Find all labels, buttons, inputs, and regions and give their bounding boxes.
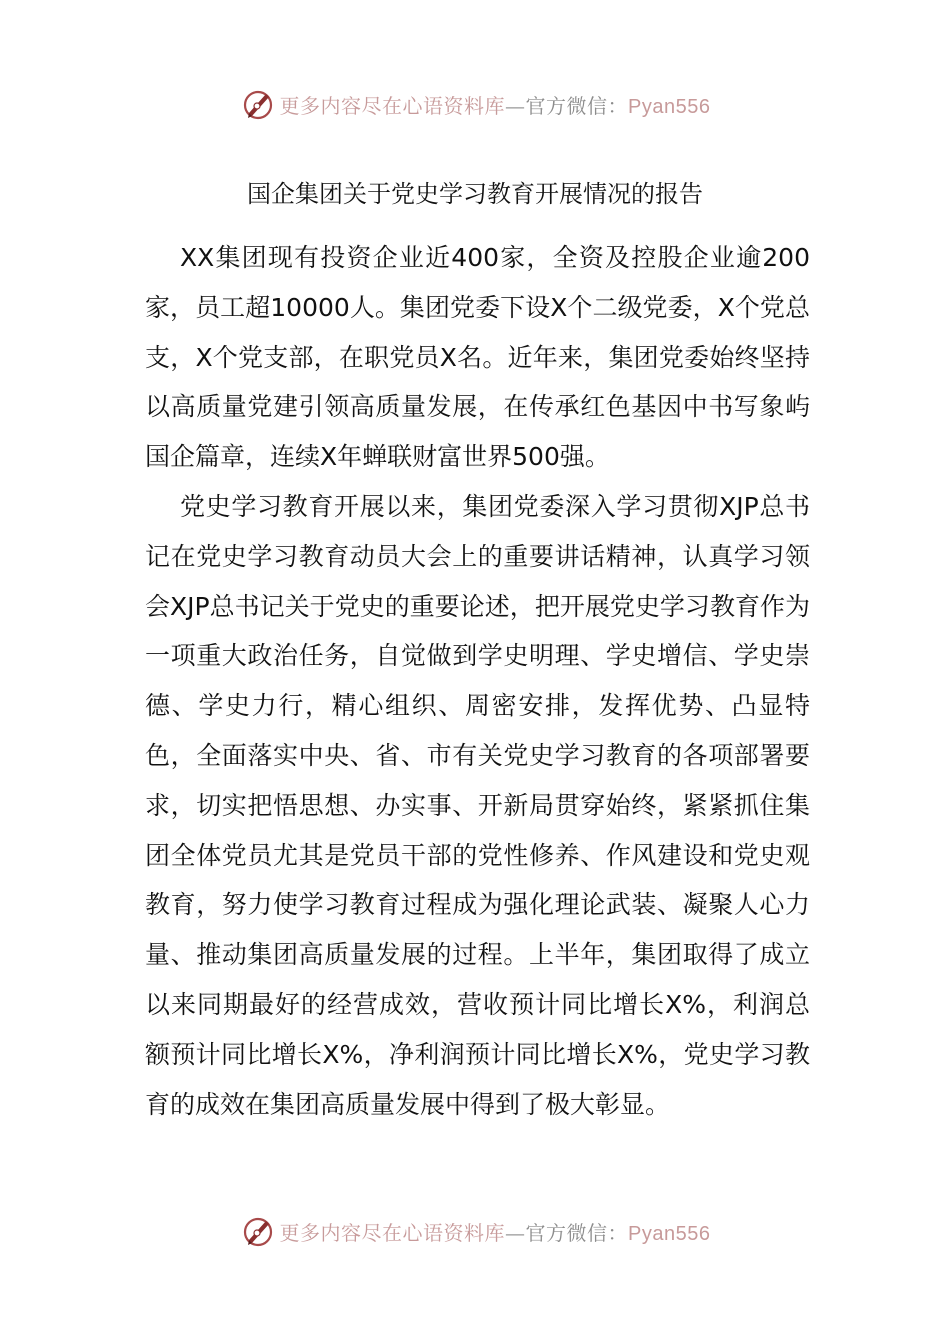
promo-dash: — bbox=[505, 1220, 526, 1245]
document-title: 国企集团关于党史学习教育开展情况的报告 bbox=[247, 180, 703, 208]
promo-text bbox=[280, 90, 711, 119]
wechat-label: 官方微信： bbox=[525, 93, 629, 118]
wechat-label: 官方微信： bbox=[525, 1220, 629, 1245]
promo-slogan: 更多内容尽在心语资料库 bbox=[279, 1220, 506, 1245]
header-banner bbox=[0, 84, 950, 124]
wechat-id: Pyan556 bbox=[628, 1222, 711, 1245]
pen-circle-logo-icon bbox=[240, 86, 276, 122]
footer-banner bbox=[0, 1211, 950, 1251]
promo-text bbox=[280, 1217, 711, 1246]
paragraph-1: XX集团现有投资企业近400家，全资及控股企业逾200家，员工超10000人。集团党委下设X个二级党委，X个党总支，X个党支部，在职党员X名。近年来，集团党委始终坚持以高质量党建引领高质量发展，在传承红色基因中书写象屿国企篇章，连续X年蝉联财富世界500强。 bbox=[145, 243, 810, 472]
paragraph-2: 党史学习教育开展以来，集团党委深入学习贯彻XJP总书记在党史学习教育动员大会上的重要讲话精神，认真学习领会XJP总书记关于党史的重要论述，把开展党史学习教育作为一项重大政治任务，自觉做到学史明理、学史增信、学史崇德、学史力行，精心组织、周密安排，发挥优势、凸显特色，全面落实中央、省、市有关党史学习教育的各项部署要求，切实把悟思想、办实事、开新局贯穿始终，紧紧抓住集团全体党员尤其是党员干部的党性修养、作风建设和党史观教育，努力使学习教育过程成为强化理论武装、凝聚人心力量、推动集团高质量发展的过程。上半年，集团取得了成立以来同期最好的经营成效，营收预计同比增长X%，利润总额预计同比增长X%，净利润预计同比增长X%，党史学习教育的成效在集团高质量发展中得到了极大彰显。 bbox=[145, 491, 810, 1119]
pen-circle-logo-icon bbox=[240, 1213, 276, 1249]
wechat-id: Pyan556 bbox=[628, 95, 711, 118]
document-body bbox=[145, 233, 810, 1129]
promo-dash: — bbox=[505, 93, 526, 118]
promo-slogan: 更多内容尽在心语资料库 bbox=[279, 93, 506, 118]
